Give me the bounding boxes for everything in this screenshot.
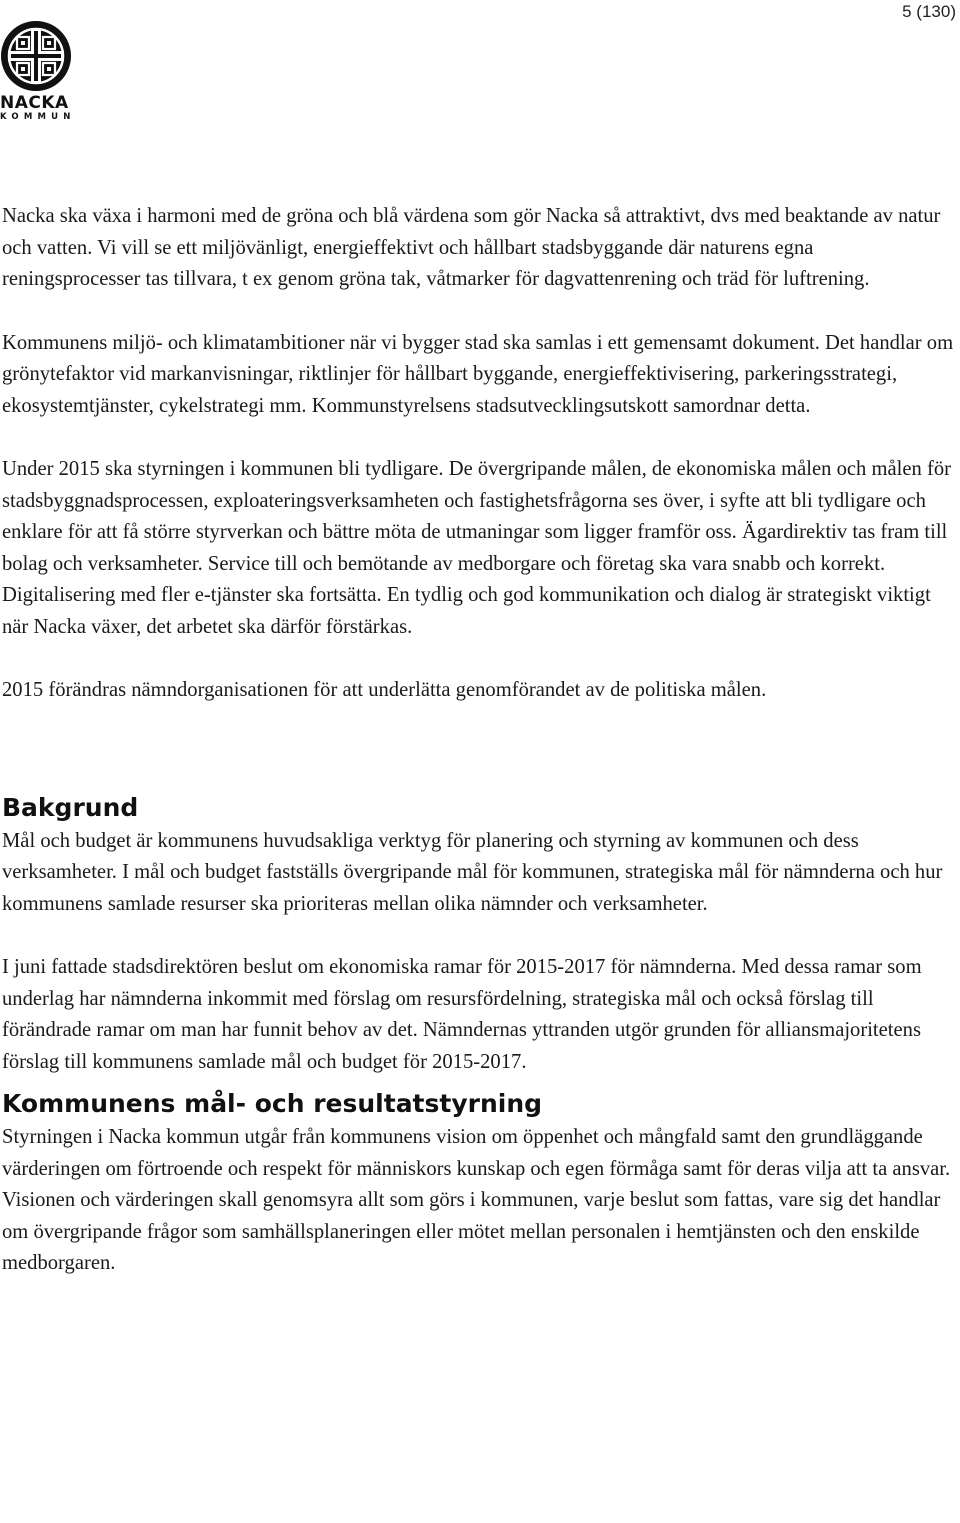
- paragraph-june-decision: I juni fattade stadsdirektören beslut om ekonomiska ramar för 2015-2017 för nämnderna. Med dessa ramar som underlag har nämnderna inkommit med förslag om resursfördelning, strategiska mål och också förslag till förändrade ramar om man har funnit behov av det. Nämndernas yttranden utgör grunden för alliansmajoritetens förslag till kommunens samlade mål och budget för 2015-2017.: [2, 956, 922, 1073]
- page-number: 5 (130): [902, 2, 956, 21]
- heading-bakgrund: Bakgrund: [2, 792, 139, 822]
- paragraph-board-organisation: 2015 förändras nämndorganisationen för att underlätta genomförandet av de politiska målen.: [2, 679, 767, 701]
- logo-name: NACKA: [0, 93, 69, 113]
- logo-subtitle: KOMMUN: [0, 112, 76, 122]
- heading-goal-result-steering: Kommunens mål- och resultatstyrning: [2, 1089, 543, 1118]
- paragraph-governance-2015: Under 2015 ska styrningen i kommunen bli tydligare. De övergripande målen, de ekonomiska målen och målen för stadsbyggnadsprocessen, exploateringsverksamheten och fastighetsfrågorna ses över, i syfte att bli tydligare och enklare för att få större styrverkan och bättre möta de utmaningar som ligger framför oss. Ägardirektiv tas fram till bolag och verksamheter. Service till och bemötande av medborgare och företag ska vara snabb och korrekt. Digitalisering med fler e-tjänster ska fortsätta. En tydlig och god kommunikation och dialog är strategiskt viktigt när Nacka växer, det arbetet ska därför förstärkas.: [2, 458, 951, 638]
- nacka-kommun-logo: [0, 20, 76, 122]
- nacka-coat-of-arms-icon: [0, 20, 72, 92]
- paragraph-green-blue-values: Nacka ska växa i harmoni med de gröna och blå värdena som gör Nacka så attraktivt, dvs med beaktande av natur och vatten. Vi vill se ett miljövänligt, energieffektivt och hållbart stadsbyggande där naturens egna reningsprocesser tas tillvara, t ex genom gröna tak, våtmarker för dagvattenrening och träd för luftrening.: [2, 205, 941, 290]
- paragraph-environment-climate: Kommunens miljö- och klimatambitioner när vi bygger stad ska samlas i ett gemensamt dokument. Det handlar om grönytefaktor vid markanvisningar, riktlinjer för hållbart byggande, energieffektivisering, parkeringsstrategi, ekosystemtjänster, cykelstrategi mm. Kommunstyrelsens stadsutvecklingsutskott samordnar detta.: [2, 331, 954, 417]
- paragraph-budget-tool: Mål och budget är kommunens huvudsakliga verktyg för planering och styrning av kommunen och dess verksamheter. I mål och budget fastställs övergripande mål för kommunen, strategiska mål för nämnderna och hur kommunens samlade resurser ska prioriteras mellan olika nämnder och verksamheter.: [2, 829, 943, 915]
- paragraph-steering-vision: Styrningen i Nacka kommun utgår från kommunens vision om öppenhet och mångfald samt den grundläggande värderingen om förtroende och respekt för människors kunskap och egen förmåga samt för deras vilja att ta ansvar. Visionen och värderingen skall genomsyra allt som görs i kommunen, varje beslut som fattas, vare sig det handlar om övergripande frågor som samhällsplaneringen eller mötet mellan personalen i hemtjänsten och den enskilde medborgaren.: [2, 1126, 951, 1274]
- document-body: [2, 201, 954, 1280]
